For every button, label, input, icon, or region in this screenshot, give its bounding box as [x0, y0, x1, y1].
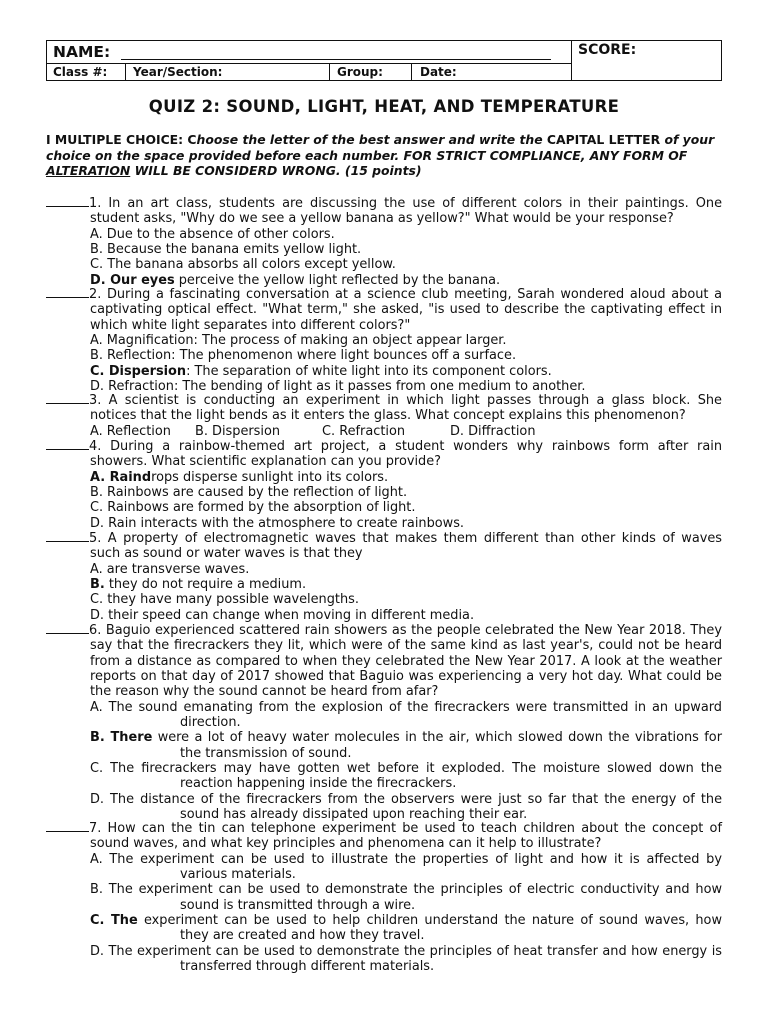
answer-blank[interactable]: [46, 286, 89, 298]
name-label: NAME:: [53, 43, 111, 61]
option-b: B. they do not require a medium.: [90, 577, 307, 593]
cell-divider: [329, 63, 330, 80]
instructions-part-2: hoose the letter of the best answer and write the: [196, 132, 547, 147]
option-a: A. Due to the absence of other colors.: [90, 226, 335, 242]
option-c: C. The firecrackers may have gotten wet before it exploded. The moisture slowed down the reaction happening inside the firecrackers.: [90, 761, 722, 792]
option-c: C. Refraction: [322, 423, 406, 439]
instructions-part-1: I MULTIPLE CHOICE: C: [46, 132, 197, 147]
option-d: D. Refraction: The bending of light as it passes from one medium to another.: [90, 379, 586, 395]
answer-blank[interactable]: [46, 820, 89, 832]
answer-blank[interactable]: [46, 438, 89, 450]
question-6: [46, 622, 722, 822]
question-4: [46, 438, 722, 531]
option-d: D. The experiment can be used to demonstrate the principles of heat transfer and how energy is transferred through different materials.: [90, 943, 722, 975]
option-b: B. Rainbows are caused by the reflection of light.: [90, 485, 408, 501]
option-b: B. Because the banana emits yellow light.: [90, 242, 362, 258]
option-d: D. The distance of the firecrackers from the observers were just so far that the energy of the sound has already dissipated upon reaching their ear.: [90, 791, 722, 823]
instructions: [46, 132, 722, 179]
group-label: Group:: [337, 65, 383, 79]
question-5: [46, 530, 722, 623]
question-stem: 1. In an art class, students are discussing the use of different colors in their paintings. One student asks, "Why do we see a yellow banana as yellow?" What would be your response?: [89, 196, 722, 227]
option-a: A. Reflection: [90, 423, 171, 439]
question-stem: 5. A property of electromagnetic waves that makes them different than other kinds of waves such as sound or water waves is that they: [89, 531, 722, 562]
option-a: A. Magnification: The process of making an object appear larger.: [90, 333, 507, 349]
option-b: B. The experiment can be used to demonstrate the principles of electric conductivity and how sound is transmitted through a wire.: [90, 882, 722, 913]
question-stem: 4. During a rainbow-themed art project, a student wonders why rainbows form after rain showers. What scientific explanation can you provide?: [89, 439, 722, 470]
option-d: D. Rain interacts with the atmosphere to create rainbows.: [90, 515, 465, 531]
answer-blank[interactable]: [46, 392, 89, 404]
class-label: Class #:: [53, 65, 108, 79]
option-d: D. Diffraction: [450, 423, 536, 439]
question-stem: 3. A scientist is conducting an experiment in which light passes through a glass block. She notices that the light bends as it enters the glass. What concept explains this phenomenon?: [89, 393, 722, 424]
option-c: C. The banana absorbs all colors except yellow.: [90, 257, 396, 273]
instructions-part-3: CAPITAL LETTER: [546, 132, 661, 147]
instructions-part-5: WILL BE CONSIDERD WRONG. (15 points): [130, 163, 422, 178]
name-line[interactable]: [121, 59, 551, 60]
option-c: C. The experiment can be used to help children understand the nature of sound waves, how they are created and how they travel.: [90, 913, 722, 944]
answer-blank[interactable]: [46, 195, 89, 207]
question-stem: 2. During a fascinating conversation at a science club meeting, Sarah wondered aloud about a captivating optical effect. "What term," she asked, "is used to describe the captivating effect in which white light separates into different colors?": [89, 287, 722, 333]
option-b: B. Reflection: The phenomenon where light bounces off a surface.: [90, 348, 517, 364]
option-c: C. Rainbows are formed by the absorption of light.: [90, 500, 416, 516]
score-label: SCORE:: [578, 42, 637, 58]
instructions-part-4: of your choice on the space provided before each number. FOR STRICT COMPLIANCE, ANY FORM OF: [46, 132, 715, 163]
option-d: D. Our eyes perceive the yellow light reflected by the banana.: [90, 272, 501, 288]
option-a: A. Raindrops disperse sunlight into its colors.: [90, 469, 389, 485]
option-a: A. The sound emanating from the explosion of the firecrackers were transmitted in an upward direction.: [90, 699, 722, 731]
option-b: B. Dispersion: [195, 423, 281, 439]
question-1: [46, 195, 722, 288]
cell-divider: [411, 63, 412, 80]
year-section-label: Year/Section:: [133, 65, 223, 79]
quiz-title: QUIZ 2: SOUND, LIGHT, HEAT, AND TEMPERATURE: [148, 97, 620, 116]
option-a: A. are transverse waves.: [90, 561, 250, 577]
question-stem: 7. How can the tin can telephone experiment be used to teach children about the concept of sound waves, and what key principles and phenomena can it help to illustrate?: [89, 821, 722, 852]
answer-blank[interactable]: [46, 622, 89, 634]
question-7: [46, 820, 722, 974]
option-a: A. The experiment can be used to illustrate the properties of light and how it is affected by various materials.: [90, 851, 722, 883]
date-label: Date:: [420, 65, 457, 79]
option-b: B. There were a lot of heavy water molecules in the air, which slowed down the vibrations for the transmission of sound.: [90, 730, 722, 761]
question-stem: 6. Baguio experienced scattered rain showers as the people celebrated the New Year 2018. They say that the firecrackers they lit, which were of the same kind as last year's, could not be heard from a distance as compared to when they celebrated the New Year 2017. A look at the weather reports on that day of 2017 showed that Baguio was experiencing a very hot day. What could be the reason why the sound cannot be heard from afar?: [89, 623, 722, 700]
instructions-underlined: ALTERATION: [46, 163, 131, 178]
header-divider: [571, 41, 572, 80]
question-2: [46, 286, 722, 394]
cell-divider: [125, 63, 126, 80]
answer-blank[interactable]: [46, 530, 89, 542]
option-c: C. they have many possible wavelengths.: [90, 592, 359, 608]
option-d: D. their speed can change when moving in different media.: [90, 607, 475, 623]
question-3: [46, 392, 722, 439]
student-info-box: [46, 40, 722, 81]
option-c: C. Dispersion: The separation of white light into its component colors.: [90, 363, 552, 379]
